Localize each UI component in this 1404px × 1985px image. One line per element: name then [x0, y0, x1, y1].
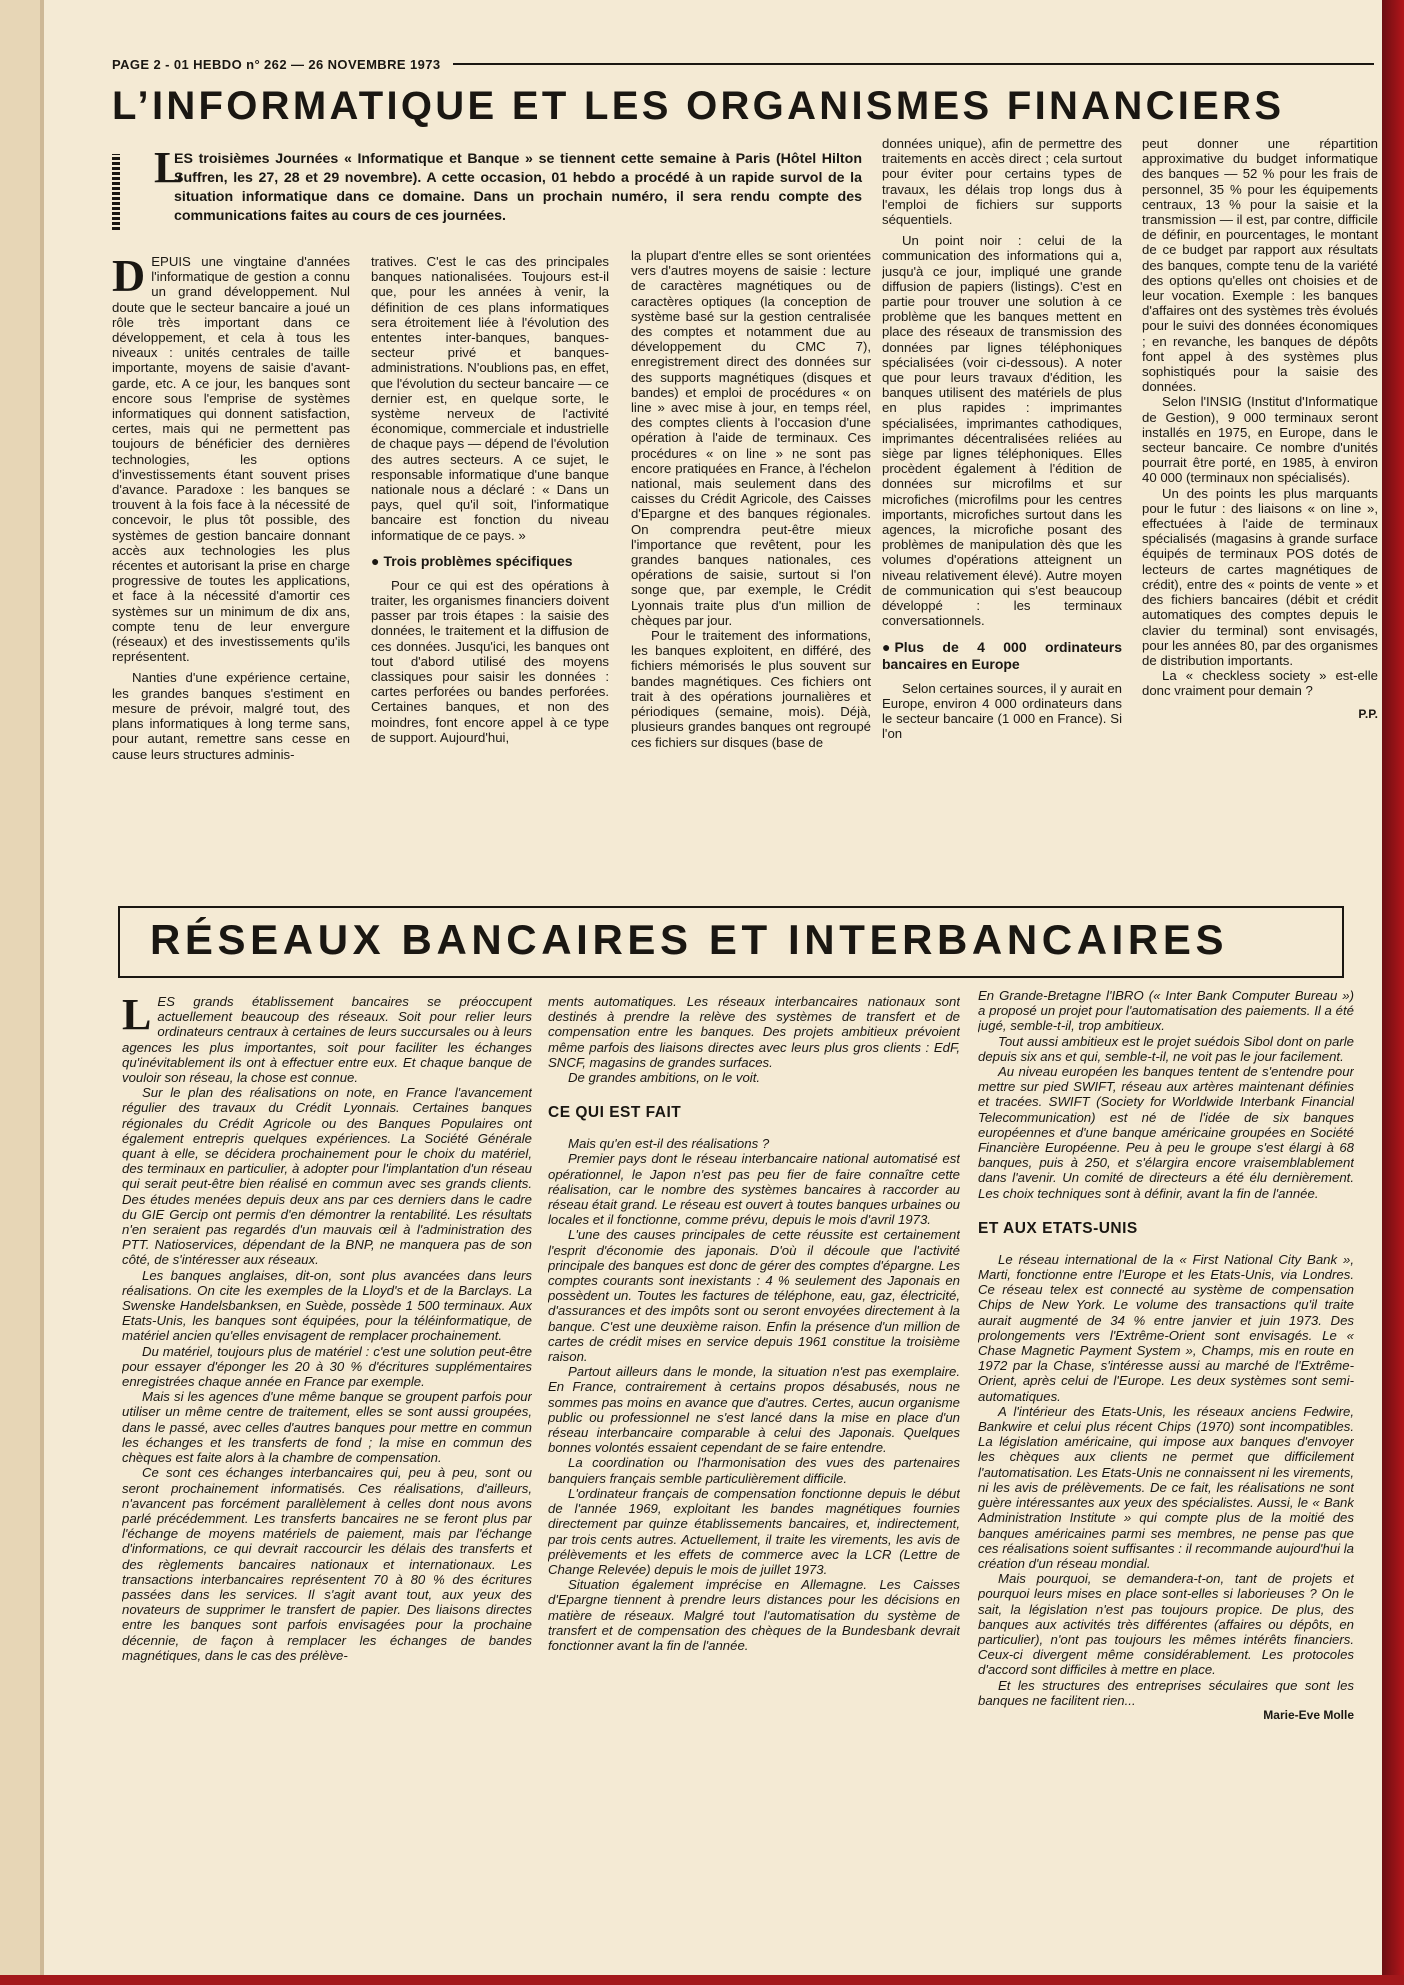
paragraph: [112, 254, 350, 664]
paragraph: Un point noir : celui de la communication des informations qui a, jusqu'à ce jour, impliqué une grande diffusion de papiers (listings). C'est en partie pour trouver une solution à ce problème que les banques mettent en place des réseaux de transmission des données par lignes téléphoniques spécialisées (voir ci-dessous). A noter que pour leurs travaux d'édition, les banques utilisent des matériels de plus en plus rapides : imprimantes spécialisées, imprimantes cathodiques, imprimantes décentralisées reliées au siège par lignes téléphoniques. Elles procèdent également à l'édition de données sur microfilms et sur microfiches (microfilms pour les centres importants, microfiches surtout dans les agences, la microfiche posant des problèmes de manipulation dès que les volumes d'opérations atteignent un niveau relativement élevé). Autre moyen de communication qui s'est beaucoup développé : les terminaux conversationnels.: [882, 233, 1122, 629]
article1-column-3: [631, 248, 871, 886]
header-text: PAGE 2 - 01 HEBDO n° 262 — 26 NOVEMBRE 1973: [112, 56, 441, 72]
paragraph: Un des points les plus marquants pour le futur : des liaisons « on line », effectuées à l'aide de terminaux spécialisés (magasins à grande surface équipés de terminaux POS dotés de lecteurs de cartes magnétiques de crédit), entre des « points de vente » et des fichiers bancaires (débit et crédit automatiques des comptes depuis le clavier du terminal) sont envisagés, pour les années 80, par des organismes de distribution importants.: [1142, 485, 1378, 668]
lead-text: ES troisièmes Journées « Informatique et Banque » se tiennent cette semaine à Paris (Hôtel Hilton Suffren, les 27, 28 et 29 novembre). A cette occasion, 01 hebdo a procédé à un rapide survol de la situation informatique dans ce domaine. Dans un prochain numéro, il sera rendu compte des communications faites au cours de ces journées.: [174, 151, 862, 224]
paragraph: Partout ailleurs dans le monde, la situation n'est pas exemplaire. En France, contrairement à certains propos désabusés, nous ne sommes pas moins en avance que d'autres. Certes, aucun organisme public ou professionnel ne s'est lancé dans la mise en place d'un réseau interbancaire comparable à celui des Japonais. Quelques bonnes volontés essaient cependant de se faire entendre.: [548, 1364, 960, 1456]
article1-column-1: [112, 254, 350, 886]
paragraph: L'une des causes principales de cette réussite est certainement l'esprit d'économie des japonais. D'où il découle que l'activité principale des banques est donc de gérer des comptes d'épargne. Les comptes courants sont inexistants : 4 % seulement des Japonais en possèdent un. Toutes les factures de téléphone, eau, gaz, électricité, d'assurances et des impôts sont ou seront envoyées directement à la banque. C'est une deuxième raison. Enfin la présence d'un million de cartes de crédit mises en service depuis 1961 constitue la troisième raison.: [548, 1227, 960, 1365]
paragraph: Et les structures des entreprises séculaires que sont les banques ne facilitent rien...: [978, 1677, 1354, 1708]
paragraph: Premier pays dont le réseau interbancaire national automatisé est opérationnel, le Japon n'est pas peu fier de faire connaître cette réalisation, car le nombre des systèmes bancaires à raccorder au réseau était grand. Le réseau est ouvert à toutes banques urbaines ou locales et il fonctionne, comme prévu, depuis le mois d'avril 1973.: [548, 1151, 960, 1228]
article2-column-2: [548, 994, 960, 1960]
header-rule: [453, 63, 1375, 65]
paragraph: la plupart d'entre elles se sont orientées vers d'autres moyens de saisie : lecture de caractères magnétiques ou de caractères optiques (la conception de système basé sur la gestion centralisée des comptes et notamment due au développement du CMC 7), enregistrement direct des données sur des supports magnétiques (disques et bandes) et emploi de procédures « on line » avec mise à jour, en temps réel, des comptes clients à l'occasion d'une opération à l'aide de terminaux. Ces procédures « on line » ne sont pas encore pratiquées en France, à l'échelon national, mais seulement dans des caisses du Crédit Agricole, des Caisses d'Epargne et des banques régionales. On comprendra peut-être mieux l'importance que revêtent, pour les grandes banques nationales, ces opérations de saisie, surtout si l'on songe que, par exemple, le Crédit Lyonnais traite plus d'un million de chèques par jour.: [631, 248, 871, 628]
page-edge-right: [1382, 0, 1404, 1985]
paragraph: Au niveau européen les banques tentent de s'entendre pour mettre sur pied SWIFT, réseau aux artères maintenant définies et tracées. SWIFT (Society for Worldwide Interbank Financial Telecommunication) est né de l'idée de six banques européennes et d'une banque américaine groupées en Société Financière Européenne. Peu à peu le groupe s'est élargi à 68 banques, puis à 250, et s'élargira encore vraisemblablement dans l'avenir. Un comité de directeurs a été élu dernièrement. Les choix techniques sont à définir, avant la fin de l'année.: [978, 1064, 1354, 1201]
subheading-text: Trois problèmes spécifiques: [383, 552, 573, 569]
article1-column-4: [882, 136, 1122, 886]
article1-column-2: [371, 254, 609, 886]
page-header: [112, 54, 1374, 74]
paragraph: données unique), afin de permettre des traitements en accès direct ; cela surtout pour éviter pour certains types de travaux, les délais trop longs dus à l'emploi de fichiers sur supports séquentiels.: [882, 136, 1122, 228]
subheading-text: Plus de 4 000 ordinateurs bancaires en Europe: [882, 638, 1122, 672]
page-fold-shadow: [40, 0, 44, 1985]
dropcap: L: [122, 994, 152, 1039]
dropcap: D: [112, 254, 146, 301]
article1-signature: P.P.: [1358, 706, 1378, 721]
lead-bar: [112, 154, 120, 230]
paragraph: Situation également imprécise en Allemagne. Les Caisses d'Epargne tiennent à prendre leurs distances pour les décisions en matière de réseaux. Malgré tout l'automatisation du système de transfert et de compensation des chèques de la Bundesbank devrait fonctionner avant la fin de l'année.: [548, 1577, 960, 1653]
paragraph: La coordination ou l'harmonisation des vues des partenaires banquiers français semble particulièrement difficile.: [548, 1455, 960, 1486]
page-edge-bottom: [0, 1975, 1404, 1985]
paragraph: Le réseau international de la « First National City Bank », Marti, fonctionne entre l'Europe et les Etats-Unis, via Londres. Ce réseau telex est connecté au système de compensation Chips de New York. Le volume des transactions qu'il traite aurait augmenté de 34 % entre janvier et juin 1973. Des prolongements vers l'Extrême-Orient sont envisagés. Le « Chase Magnetic Payment System », Champs, mis en route en 1972 par la Chase, s'intéresse aussi au marché de l'Extrême-Orient, après celui de l'Europe. Les deux systèmes sont semi-automatiques.: [978, 1251, 1354, 1404]
paragraph: [122, 994, 532, 1085]
paragraph: peut donner une répartition approximative du budget informatique des banques — 52 % pour les frais de personnel, 35 % pour les équipements centraux, 13 % pour la saisie et la transmission — il est, par contre, difficile de définir, en pourcentages, le montant de ce budget par rapport aux résultats des banques, compte tenu de la variété des options qu'elles ont choisies et de leur vocation. Exemple : les banques d'affaires ont des systèmes très évolués pour le suivi des données économiques ; en revanche, les banques de dépôts font appel à des systèmes plus sophistiqués pour la saisie des données.: [1142, 136, 1378, 395]
paragraph: De grandes ambitions, on le voit.: [568, 1070, 761, 1086]
article2-column-3: [978, 988, 1354, 1960]
paragraph: Nanties d'une expérience certaine, les grandes banques s'estiment en mesure de prévoir, malgré tout, des plans informatiques à long terme sans, pour autant, remettre sans cesse en cause leurs structures adminis-: [112, 670, 350, 762]
subheading: [882, 639, 1122, 673]
paragraph: ments automatiques. Les réseaux interbancaires nationaux sont destinés à prendre la relève des systèmes de transfert et de compensation entre les banques. Des projets ambitieux prévoient même parfois des liaisons directes avec leurs plus gros clients : EdF, SNCF, magasins de grandes surfaces.: [548, 994, 960, 1070]
article1-lead: [112, 143, 862, 244]
article2-signature: Marie-Eve Molle: [1263, 1707, 1354, 1722]
article1-title: L’INFORMATIQUE ET LES ORGANISMES FINANCIERS: [112, 84, 1285, 128]
bullet-icon: ●: [371, 552, 380, 569]
paragraph: Selon l'INSIG (Institut d'Informatique de Gestion), 9 000 terminaux seront installés en 1975, en Europe, dans le secteur bancaire. Ce nombre d'unités pourrait être porté, en 1985, à environ 40 000 (terminaux non spécialisés).: [1142, 394, 1378, 486]
paragraph: Tout aussi ambitieux est le projet suédois Sibol dont on parle depuis six ans et qui, semble-t-il, ne voit pas le jour facilement.: [978, 1033, 1354, 1064]
paragraph-text: EPUIS une vingtaine d'années l'informatique de gestion a connu un grand développement. Nul doute que le secteur bancaire a joué un rôle très important dans ce développement, et cela à tous les niveaux : unités centrales de taille importante, moyens de saisie d'avant-garde, etc. A ce jour, les banques sont encore sous l'emprise de systèmes informatiques qui donnent satisfaction, certes, mais qui ne permettent pas toujours de bénéficier des dernières technologies, les options d'investissements étant souvent prises d'avance. Paradoxe : les banques se trouvent à la fois face à la nécessité de concevoir, le plus tôt possible, des systèmes de gestion bancaire donnant accès aux technologies les plus récentes et autorisant la prise en charge progressive de toutes les applications, et face à la nécessité d'amortir ces systèmes sur un minimum de dix ans, compte tenu de leur envergure (réseaux) et des investissements qu'ils représentent.: [112, 254, 350, 665]
article1-column-5: [1142, 136, 1378, 888]
paragraph: La « checkless society » est-elle donc vraiment pour demain ?: [1142, 668, 1378, 699]
lead-initial: L: [154, 143, 184, 192]
paragraph: Du matériel, toujours plus de matériel : c'est une solution peut-être pour essayer d'éponger les 20 à 30 % d'écritures supplémentaires enregistrées chaque année en France par exemple.: [122, 1343, 532, 1390]
bullet-icon: ●: [882, 638, 891, 655]
paragraph: En Grande-Bretagne l'IBRO (« Inter Bank Computer Bureau ») a proposé un projet pour l'automatisation des paiements. Il a été jugé, semble-t-il, trop ambitieux.: [978, 988, 1354, 1034]
paragraph: tratives. C'est le cas des principales banques nationalisées. Toujours est-il que, pour les années à venir, la définition de ces plans informatiques sera étroitement liée à l'évolution des ententes inter-banques, banques-secteur privé et banques-administrations. N'oublions pas, en effet, que l'évolution du secteur bancaire — ce dernier est, en quelque sorte, le système nerveux de l'activité économique, commerciale et industrielle de chaque pays — dépend de l'évolution des autres secteurs. A ce sujet, le responsable informatique d'une banque nationale nous a déclaré : « Dans un pays, quel qu'il soit, l'informatique bancaire est fonction du niveau informatique de ce pays. »: [371, 254, 609, 543]
subheading: [371, 553, 609, 570]
subheading: ET AUX ETATS-UNIS: [978, 1219, 1138, 1237]
paragraph-text: ES grands établissement bancaires se préoccupent actuellement beaucoup des réseaux. Soit pour relier leurs ordinateurs centraux à certaines de leurs succursales ou à leurs agences les plus importantes, soit pour faciliter les échanges qu'inévitablement ils ont à effectuer entre eux. Et chaque banque de vouloir son réseau, la chose est connue.: [122, 994, 532, 1086]
paragraph: Mais si les agences d'une même banque se groupent parfois pour utiliser un même centre de traitement, elles se sont aussi groupées, dans le passé, avec celles d'autres banques pour mettre en commun les échanges et les transferts de fond ; la mise en commun des chèques est faite alors à la chambre de compensation.: [122, 1389, 532, 1466]
paragraph: Sur le plan des réalisations on note, en France l'avancement régulier des travaux du Crédit Lyonnais. Certaines banques régionales du Crédit Agricole ou des Banques Populaires ont également entrepris quelques expériences. La Société Générale quant à elle, se décidera prochainement pour le choix du matériel, des terminaux en particulier, à adopter pour l'implantation d'un réseau qui serait peut-être bien réalisé en commun avec ses grands clients. Des études menées depuis deux ans par ces derniers dans le cadre du GIE Gercip ont permis d'en démontrer la rentabilité. Les résultats n'en seraient pas regardés d'un mauvais œil à l'administration des PTT. Natioservices, dépendant de la BNP, ne manquera pas de son côté, de s'intéresser aux réseaux.: [122, 1085, 532, 1268]
paragraph: Pour ce qui est des opérations à traiter, les organismes financiers doivent passer par trois étapes : la saisie des données, le traitement et la diffusion de ces données. Jusqu'ici, les banques ont tout d'abord utilisé des moyens classiques pour saisir les données : cartes perforées ou bandes perforées. Certaines banques, et non des moindres, font encore appel à ce type de support. Aujourd'hui,: [371, 577, 609, 745]
article2-title: RÉSEAUX BANCAIRES ET INTERBANCAIRES: [150, 916, 1229, 963]
article2-column-1: [122, 994, 532, 1960]
subheading: CE QUI EST FAIT: [548, 1104, 682, 1122]
paragraph: L'ordinateur français de compensation fonctionne depuis le début de l'année 1969, exploitant les bandes magnétiques fournies directement par quinze établissements bancaires, et, indirectement, par trois cents autres. Actuellement, il traite les virements, les avis de prélèvements et les effets de commerce avec la LCR (Lettre de Change Relevée) depuis le mois de juillet 1973.: [548, 1485, 960, 1577]
page-margin-left: [0, 0, 40, 1985]
paragraph: Ce sont ces échanges interbancaires qui, peu à peu, sont ou seront prochainement informatisés. Ces réalisations, d'ailleurs, n'avancent pas forcément parallèlement à celles dont nous avons parlé précédemment. Les transferts bancaires ne se feront plus par l'échange de moyens matériels de paiement, mais par l'échange d'informations, ce qui devrait raccourcir les délais des transferts et des règlements bancaires nationaux et internationaux. Les transactions interbancaires représentent 70 à 80 % des écritures passées dans les services. Il s'agit avant tout, aux yeux des novateurs de supprimer le transfert de papier. Des liaisons directes entre les banques sont parfois envisagées pour la prochaine décennie, de façon à remplacer les échanges de bandes magnétiques, dans le cas des prélève-: [122, 1465, 532, 1663]
paragraph: Selon certaines sources, il y aurait en Europe, environ 4 000 ordinateurs dans le secteur bancaire (1 000 en France). Si l'on: [882, 680, 1122, 742]
paragraph: A l'intérieur des Etats-Unis, les réseaux anciens Fedwire, Bankwire et celui plus récent Chips (1970) sont incompatibles. La législation américaine, qui impose aux banques d'envoyer les chèques aux clients ne permet que difficilement l'automatisation. Les Etats-Unis ne connaissent ni les virements, ni les avis de prélèvements. De ce fait, les réalisations ne sont guère intéressantes aux yeux des spécialistes. Aussi, le « Bank Administration Institute » qui compte plus de la moitié des banques américaines parmi ses membres, ne pense pas que ces réalisations soient suffisantes : il recommande aujourd'hui la création d'un réseau mondial.: [978, 1403, 1354, 1571]
paragraph: Les banques anglaises, dit-on, sont plus avancées dans leurs réalisations. On cite les exemples de la Lloyd's et de la Barclays. La Swenske Handelsbanksen, en Suède, possède 1 500 terminaux. Aux Etats-Unis, les banques sont équipées, pour la téléinformatique, de matériel ancien qu'elles envisagent de remplacer prochainement.: [122, 1267, 532, 1344]
paragraph: Mais qu'en est-il des réalisations ?: [568, 1136, 770, 1152]
paragraph: Mais pourquoi, se demandera-t-on, tant de projets et pourquoi leurs mises en place sont-elles si laborieuses ? On le sait, la législation n'est pas toujours propice. De plus, des banques aux activités très différentes (affaires ou dépôts, en particulier), n'ont pas toujours les mêmes intérêts financiers. Ceux-ci divergent même considérablement. Les protocoles d'accord sont difficiles à mettre en place.: [978, 1571, 1354, 1678]
paragraph: Pour le traitement des informations, les banques exploitent, en différé, des fichiers mémorisés le plus souvent sur bandes magnétiques. Ces fichiers ont trait à des opérations journalières et périodiques (semaine, mois). Déjà, plusieurs grandes banques ont regroupé ces fichiers sur disques (base de: [631, 628, 871, 750]
